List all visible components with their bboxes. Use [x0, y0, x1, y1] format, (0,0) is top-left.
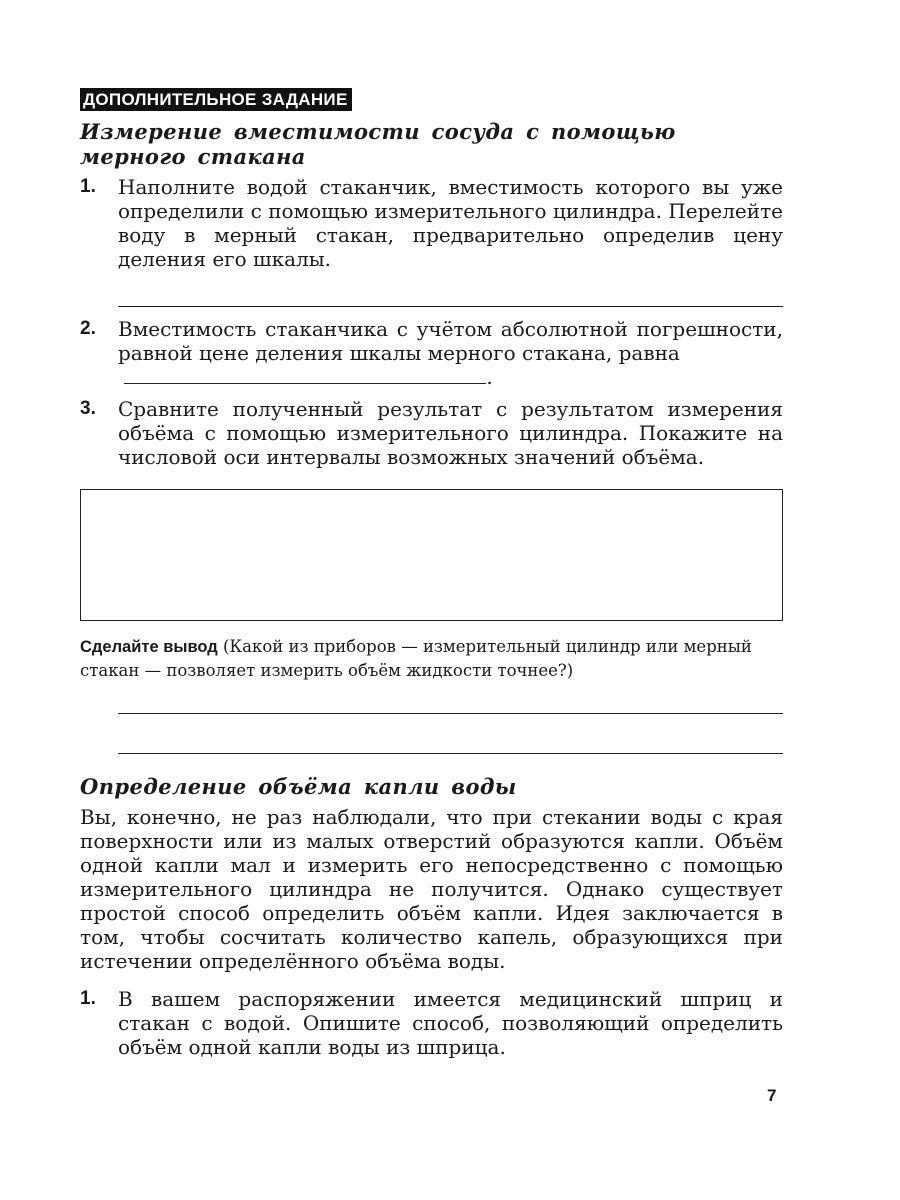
part1-item-1	[80, 175, 783, 271]
section-label: ДОПОЛНИТЕЛЬНОЕ ЗАДАНИЕ	[80, 88, 352, 111]
item-text: Наполните водой стаканчик, вместимость которого вы уже определили с помощью измерительного цилиндра. Перелейте воду в мерный стакан, предварительно определив цену деления его шкалы.	[118, 175, 783, 271]
page-content	[80, 88, 783, 1059]
part1-item-3	[80, 397, 783, 469]
item-text: В вашем распоряжении имеется медицинский шприц и стакан с водой. Опишите способ, позволяющий определить объём одной капли воды из шприца.	[118, 987, 783, 1059]
item-suffix: .	[486, 365, 493, 389]
part1-item-2	[80, 317, 783, 389]
item-text: Вместимость стаканчика с учётом абсолютной погрешности, равной цене деления шкалы мерного стакана, равна	[118, 317, 783, 365]
number-line-answer-box[interactable]	[80, 489, 783, 621]
page-number: 7	[767, 1086, 777, 1105]
part2-intro: Вы, конечно, не раз наблюдали, что при стекании воды с края поверхности или из малых отверстий образуются капли. Объём одной капли мал и измерить его непосредственно с помощью измерительного цилиндра не получится. Однако существует простой способ определить объём капли. Идея заключается в том, чтобы сосчитать количество капель, образующихся при истечении определённого объёма воды.	[80, 805, 783, 973]
item-number: 3.	[80, 398, 96, 419]
part2-item-1	[80, 987, 783, 1059]
item-text-wrap	[118, 317, 783, 389]
item-number: 2.	[80, 318, 96, 339]
item-text: Сравните полученный результат с результатом измерения объёма с помощью измерительного цилиндра. Покажите на числовой оси интервалы возможных значений объёма.	[118, 397, 783, 469]
conclusion-text: (Какой из приборов — измерительный цилиндр или мерный стакан — позволяет измерить объём жидкости точнее?)	[80, 637, 752, 680]
item-number: 1.	[80, 988, 96, 1009]
item-number: 1.	[80, 176, 96, 197]
part2-title: Определение объёма капли воды	[80, 774, 517, 799]
conclusion-prompt	[80, 635, 783, 683]
part1-title: Измерение вместимости сосуда с помощью мерного стакана	[80, 119, 676, 169]
inline-answer-line[interactable]	[124, 365, 486, 384]
conclusion-label: Сделайте вывод	[80, 638, 218, 656]
